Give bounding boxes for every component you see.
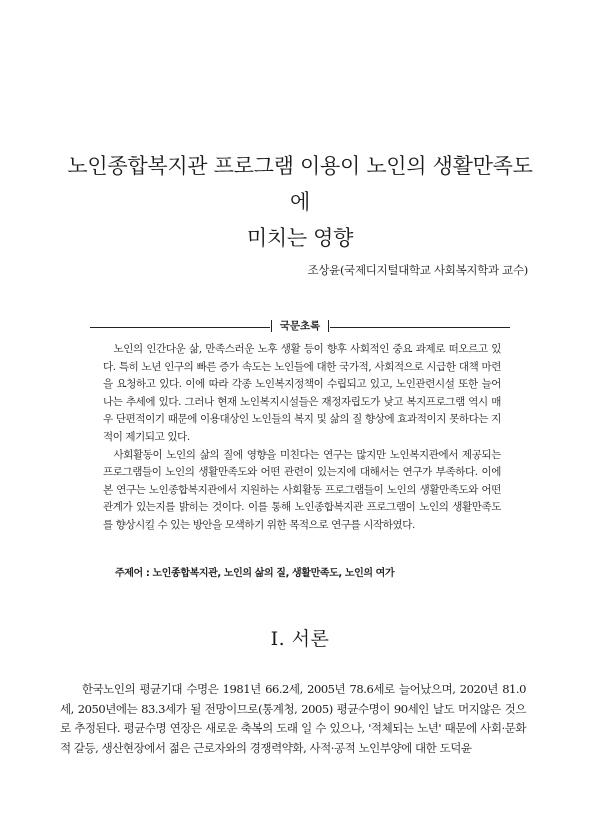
body-text (60, 680, 526, 758)
abstract-label: 국문초록 (270, 318, 330, 334)
paper-title (60, 148, 540, 256)
abstract-paragraph: 노인의 인간다운 삶, 만족스러운 노후 생활 등이 향후 사회적인 중요 과제로 떠오르고 있다. 특히 노년 인구의 빠른 증가 속도는 노인들에 대한 국가적, 사회적으로 시급한 대책 마련을 요청하고 있다. 이에 따라 각종 노인복지정책이 수립되고 있고, 노인관련시설 또한 늘어나는 추세에 있다. 그러나 현재 노인복지시설들은 재정자립도가 낮고 복지프로그램 역시 매우 단편적이기 때문에 이용대상인 노인들의 복지 및 삶의 질 향상에 효과적이지 못하다는 지적이 제기되고 있다. (103, 343, 501, 443)
abstract-paragraph: 사회활동이 노인의 삶의 질에 영향을 미친다는 연구는 많지만 노인복지관에서 제공되는 프로그램들이 노인의 생활만족도와 어떤 관련이 있는지에 대해서는 연구가 부족하다. 이에 본 연구는 노인종합복지관에서 지원하는 사회활동 프로그램들이 노인의 생활만족도와 어떤 관계가 있는지를 밝히는 것이다. 이를 통해 노인종합복지관 프로그램이 노인의 생활만족도를 향상시킬 수 있는 방안을 모색하기 위한 목적으로 연구를 시작하였다. (103, 448, 501, 531)
author-affiliation: 조상윤(국제디지털대학교 사회복지학과 교수) (307, 263, 528, 277)
title-line-1: 노인종합복지관 프로그램 이용이 노인의 생활만족도에 (67, 154, 533, 214)
section-heading: I. 서론 (270, 628, 330, 650)
keywords: 주제어 : 노인종합복지관, 노인의 삶의 질, 생활만족도, 노인의 여가 (115, 568, 395, 579)
title-line-2: 미치는 영향 (246, 226, 354, 250)
abstract-body (103, 341, 501, 535)
body-paragraph: 한국노인의 평균기대 수명은 1981년 66.2세, 2005년 78.6세로 늘어났으며, 2020년 81.0세, 2050년에는 83.3세가 될 전망이므로(통계청, 2005) 평균수명이 90세인 날도 머지않은 것으로 추정된다. 평균수명 연장은 새로운 축복의 도래 일 수 있으나, '적체되는 노년' 때문에 사회·문화적 갈등, 생산현장에서 젊은 근로자와의 경쟁력약화, 사적·공적 노인부양에 대한 도덕윤 (60, 682, 526, 755)
